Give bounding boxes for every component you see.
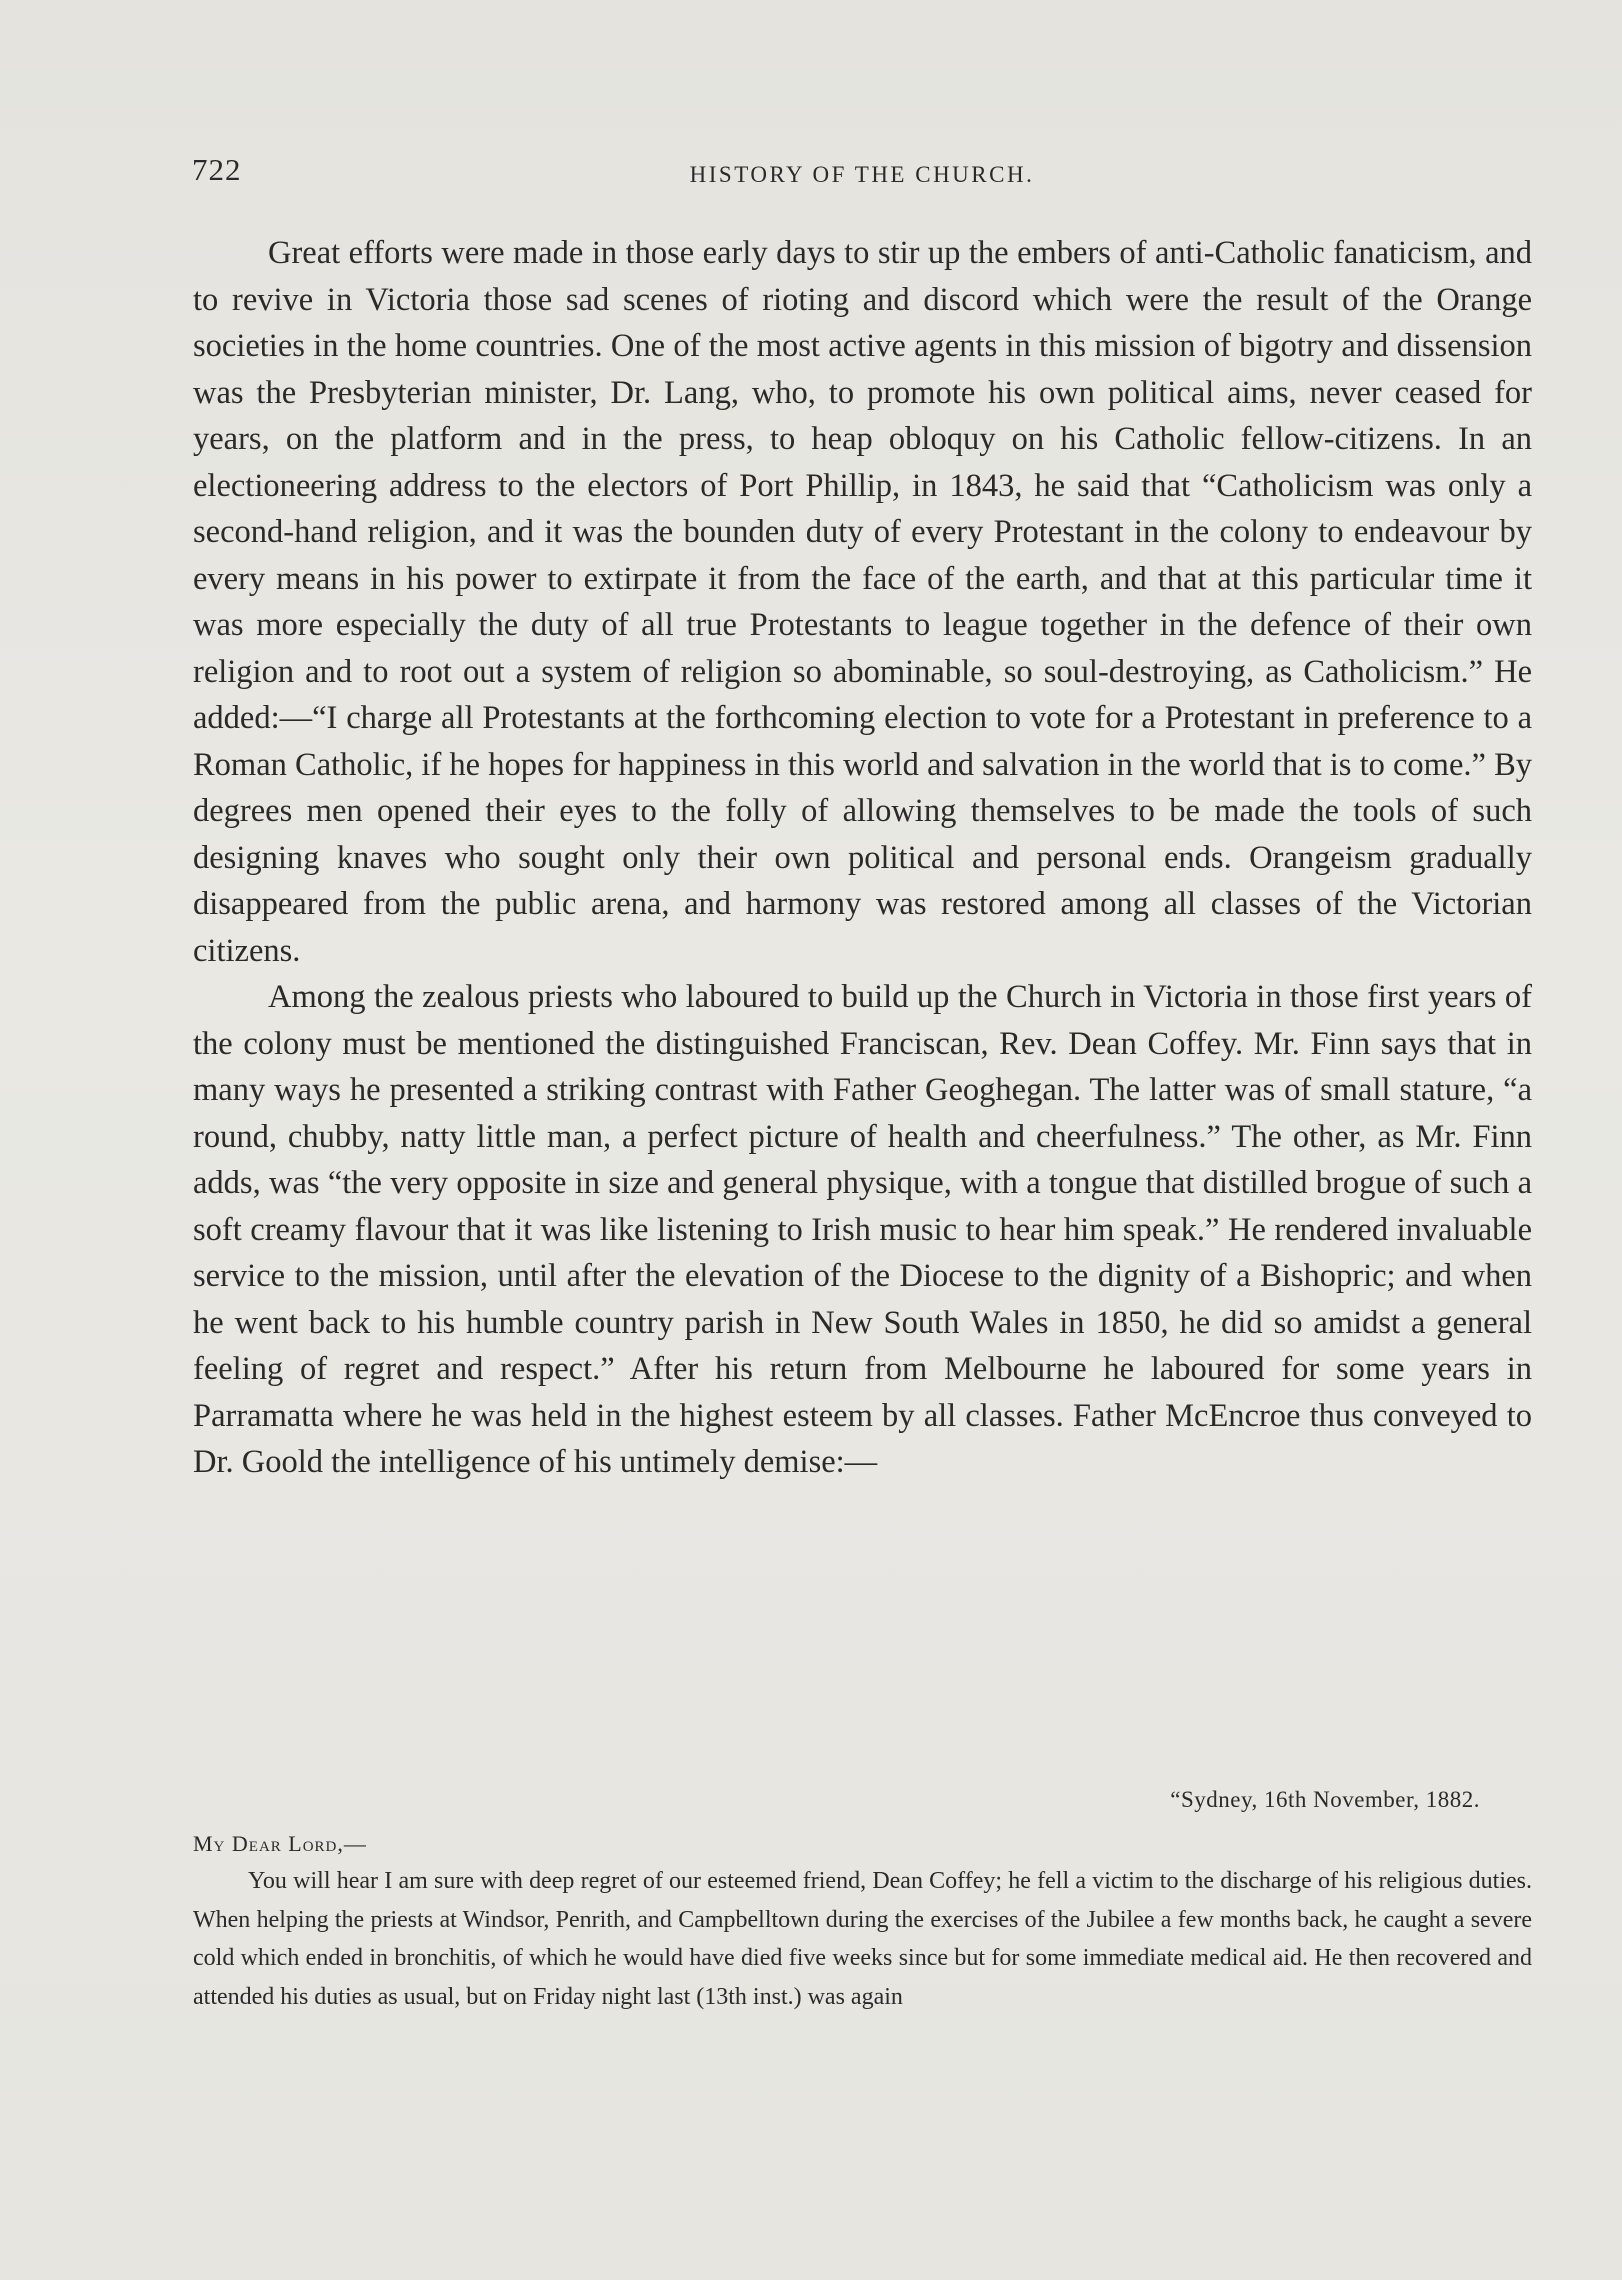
body-text: [193, 230, 1532, 1486]
paragraph: Great efforts were made in those early days to stir up the embers of anti-Catholic fanaticism, and to revive in Victoria those sad scenes of rioting and discord which were the result of the Orange societies in the home countries. One of the most active agents in this mission of bigotry and dissension was the Presbyterian minister, Dr. Lang, who, to promote his own political aims, never ceased for years, on the platform and in the press, to heap obloquy on his Catholic fellow-citizens. In an electioneering address to the electors of Port Phillip, in 1843, he said that “Catholicism was only a second-hand religion, and it was the bounden duty of every Protestant in the colony to endeavour by every means in his power to extirpate it from the face of the earth, and that at this particular time it was more especially the duty of all true Protestants to league together in the defence of their own religion and to root out a system of religion so abominable, so soul-destroying, as Catholicism.” He added:—“I charge all Protestants at the forthcoming election to vote for a Protestant in preference to a Roman Catholic, if he hopes for happiness in this world and salvation in the world that is to come.” By degrees men opened their eyes to the folly of allowing themselves to be made the tools of such designing knaves who sought only their own political and personal ends. Orangeism gradually disappeared from the public arena, and harmony was restored among all classes of the Victorian citizens.: [193, 235, 1532, 969]
letter-date-line: “Sydney, 16th November, 1882.: [1170, 1787, 1480, 1812]
page-number: 722: [192, 152, 242, 187]
paragraph: Among the zealous priests who laboured to build up the Church in Victoria in those first years of the colony must be mentioned the distinguished Franciscan, Rev. Dean Coffey. Mr. Finn says that in many ways he presented a striking contrast with Father Geoghegan. The latter was of small stature, “a round, chubby, natty little man, a perfect picture of health and cheerfulness.” The other, as Mr. Finn adds, was “the very opposite in size and general physique, with a tongue that distilled brogue of such a soft creamy flavour that it was like listening to Irish music to hear him speak.” He rendered invaluable service to the mission, until after the elevation of the Diocese to the dignity of a Bishopric; and when he went back to his humble country parish in New South Wales in 1850, he did so amidst a general feeling of regret and respect.” After his return from Melbourne he laboured for some years in Parramatta where he was held in the highest esteem by all classes. Father McEncroe thus conveyed to Dr. Goold the intelligence of his untimely demise:—: [193, 979, 1532, 1480]
quoted-letter: [193, 1782, 1532, 2016]
letter-salutation: My Dear Lord,—: [193, 1831, 367, 1856]
page-header: [192, 152, 1532, 192]
letter-body: You will hear I am sure with deep regret of our esteemed friend, Dean Coffey; he fell a victim to the discharge of his religious duties. When helping the priests at Windsor, Penrith, and Campbelltown during the exercises of the Jubilee a few months back, he caught a severe cold which ended in bronchitis, of which he would have died five weeks since but for some immediate medical aid. He then recovered and attended his duties as usual, but on Friday night last (13th inst.) was again: [193, 1868, 1532, 2010]
running-title: HISTORY OF THE CHURCH.: [689, 162, 1035, 187]
